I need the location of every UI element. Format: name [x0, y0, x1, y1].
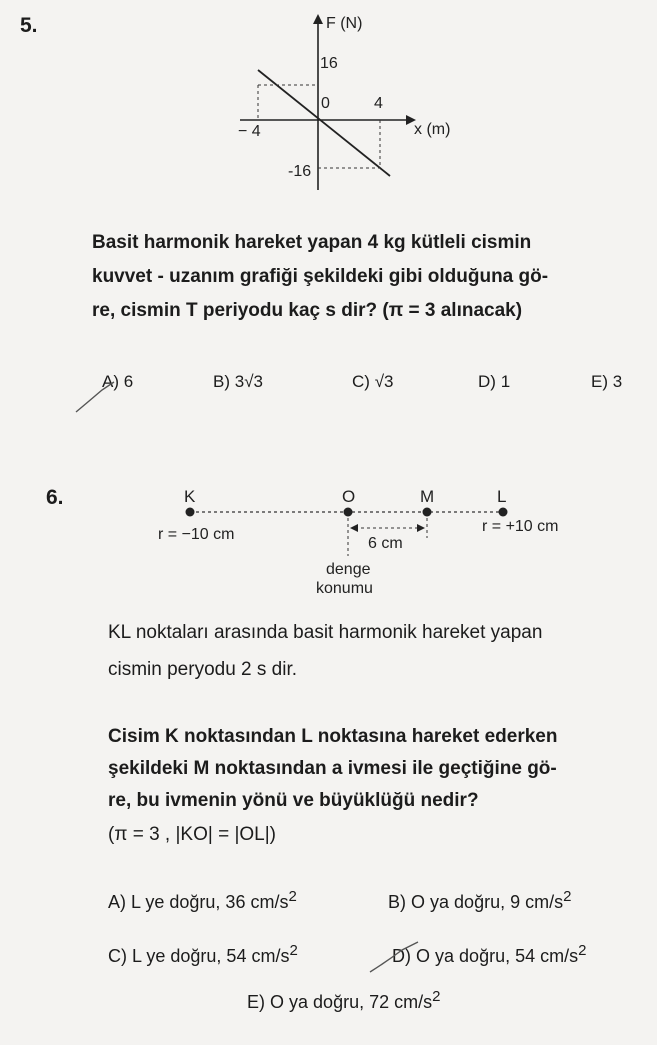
option-letter: E) — [247, 992, 265, 1012]
label-l: L — [497, 487, 507, 506]
y-neg-label: -16 — [288, 163, 312, 180]
option-direction: O ya — [270, 992, 309, 1012]
q6-intro-line2: cismin peryodu 2 s dir. — [108, 659, 298, 680]
answer-check-mark-icon — [74, 380, 124, 416]
q6-option-e[interactable] — [247, 988, 440, 1013]
x-axis-label: x (m) — [414, 121, 451, 138]
q6-q-line4: (π = 3 , |KO| = |OL|) — [108, 824, 277, 845]
point-k — [186, 508, 195, 517]
label-k: K — [184, 487, 196, 506]
option-letter: D) — [392, 946, 411, 966]
q6-intro-line1: KL noktaları arasında basit harmonik hareket yapan — [108, 622, 543, 643]
q5-option-d[interactable] — [478, 372, 510, 392]
shm-line-figure — [150, 482, 590, 602]
point-o — [344, 508, 353, 517]
option-letter: B) — [213, 372, 230, 391]
x-pos-label: 4 — [374, 95, 383, 112]
option-letter: C) — [352, 372, 370, 391]
distance-label: 6 cm — [368, 535, 403, 552]
option-letter: B) — [388, 892, 406, 912]
label-m: M — [420, 487, 435, 506]
arrow-left-icon — [350, 524, 358, 532]
option-value: 3√3 — [234, 372, 263, 391]
q5-option-c[interactable] — [352, 372, 393, 392]
option-value: 3 — [612, 372, 623, 391]
point-m — [423, 508, 432, 517]
option-direction: L ye — [132, 946, 166, 966]
y-pos-label: 16 — [320, 55, 338, 72]
option-value: √3 — [374, 372, 394, 391]
option-direction: O ya — [411, 892, 450, 912]
y-axis-arrow-icon — [313, 14, 323, 24]
r-left-label: r = −10 cm — [158, 526, 235, 543]
option-value: doğru, 54 cm/s — [459, 946, 579, 966]
q6-option-a[interactable] — [108, 888, 297, 913]
arrow-right-icon — [417, 524, 425, 532]
q6-q-line1: Cisim K noktasından L noktasına hareket ederken — [108, 726, 558, 747]
denge-label: denge — [326, 561, 371, 578]
option-exponent: 2 — [563, 888, 572, 905]
point-l — [499, 508, 508, 517]
r-right-label: r = +10 cm — [482, 518, 559, 535]
x-neg-label: − 4 — [238, 123, 261, 140]
q6-q-line2: şekildeki M noktasından a ivmesi ile geçtiğine gö- — [108, 758, 557, 779]
option-letter: A) — [108, 892, 126, 912]
label-o: O — [342, 487, 356, 506]
option-value: doğru, 72 cm/s — [313, 992, 433, 1012]
option-exponent: 2 — [289, 942, 298, 959]
option-letter: C) — [108, 946, 127, 966]
q5-option-e[interactable] — [591, 372, 622, 392]
q6-option-b[interactable] — [388, 888, 571, 913]
option-exponent: 2 — [578, 942, 587, 959]
force-line — [258, 70, 390, 176]
option-letter: E) — [591, 372, 608, 391]
konumu-label: konumu — [316, 580, 373, 597]
option-exponent: 2 — [432, 988, 441, 1005]
option-value: doğru, 54 cm/s — [170, 946, 290, 966]
answer-check-mark-icon — [366, 938, 426, 978]
y-axis-label: F (N) — [326, 15, 363, 32]
q6-option-c[interactable] — [108, 942, 298, 967]
q5-option-b[interactable] — [213, 372, 263, 392]
option-direction: L ye — [131, 892, 165, 912]
option-letter: D) — [478, 372, 496, 391]
option-value: doğru, 36 cm/s — [169, 892, 289, 912]
option-value: 1 — [500, 372, 511, 391]
q5-text-line1: Basit harmonik hareket yapan 4 kg kütleli cismin — [92, 232, 532, 253]
q6-q-line3: re, bu ivmenin yönü ve büyüklüğü nedir? — [108, 790, 479, 811]
option-value: doğru, 9 cm/s — [454, 892, 564, 912]
question-6-number: 6. — [46, 486, 64, 509]
q5-text-line3: re, cismin T periyodu kaç s dir? (π = 3 alınacak) — [92, 300, 523, 321]
origin-label: 0 — [321, 95, 330, 112]
question-5-number: 5. — [20, 14, 38, 37]
option-letter: A) — [102, 372, 119, 391]
force-displacement-graph — [220, 8, 480, 198]
q5-text-line2: kuvvet - uzanım grafiği şekildeki gibi olduğuna gö- — [92, 266, 549, 287]
option-exponent: 2 — [288, 888, 297, 905]
option-value: 6 — [123, 372, 134, 391]
option-direction: O ya — [416, 946, 455, 966]
